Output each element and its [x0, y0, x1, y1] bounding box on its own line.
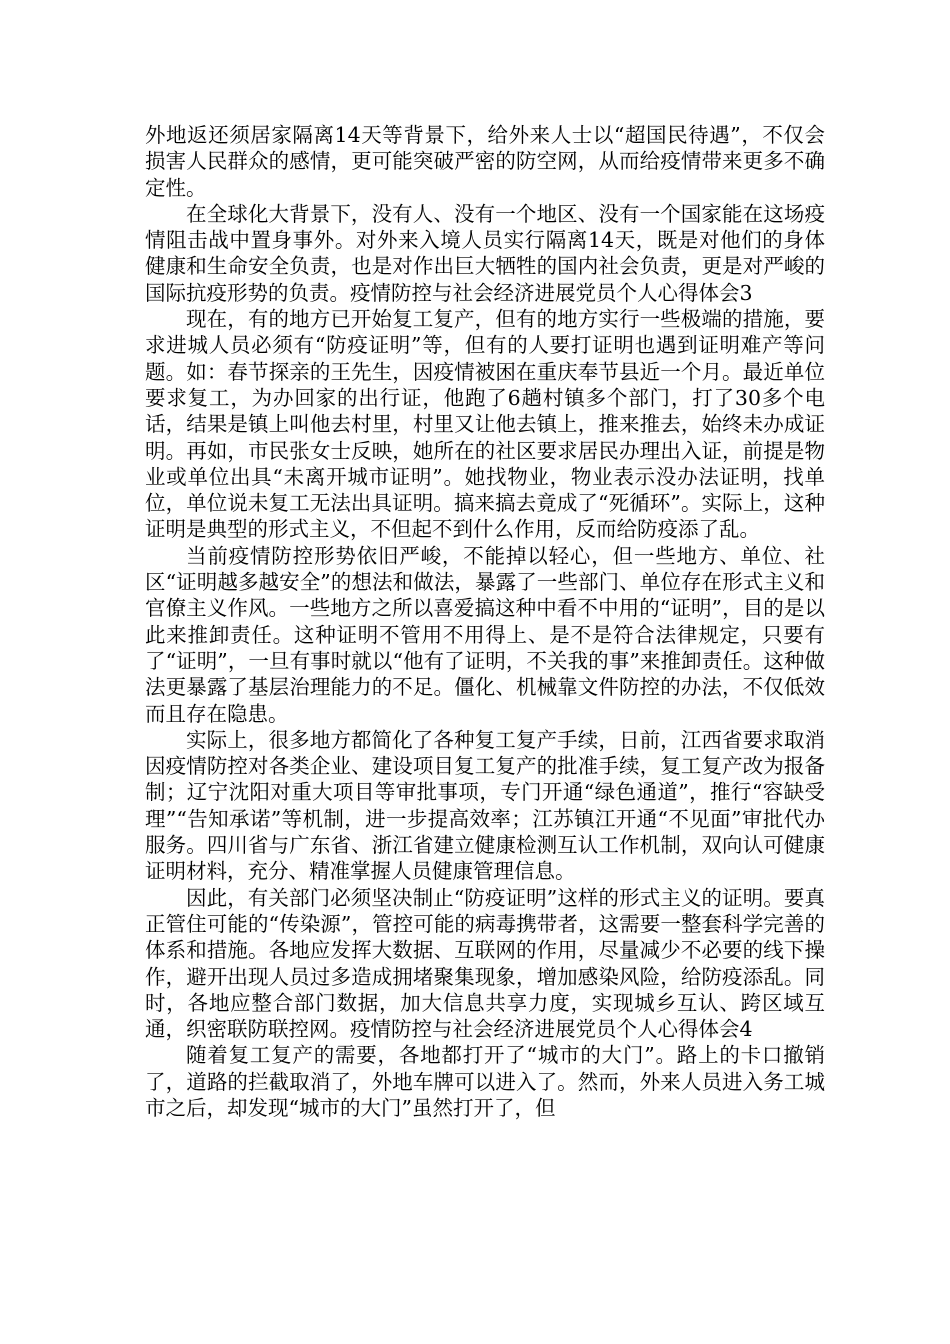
paragraph-3: 现在，有的地方已开始复工复产，但有的地方实行一些极端的措施，要求进城人员必须有“防疫证明”等，但有的人要打证明也遇到证明难产等问题。如：春节探亲的王先生，因疫情被困在重庆奉节县近一个月。最近单位要求复工，为办回家的出行证，他跑了6趟村镇多个部门，打了30多个电话，结果是镇上叫他去村里，村里又让他去镇上，推来推去，始终未办成证明。再如，市民张女士反映，她所在的社区要求居民办理出入证，前提是物业或单位出具“未离开城市证明”。她找物业，物业表示没办法证明，找单位，单位说未复工无法出具证明。搞来搞去竟成了“死循环”。实际上，这种证明是典型的形式主义，不但起不到什么作用，反而给防疫添了乱。 [145, 307, 825, 542]
paragraph-4: 当前疫情防控形势依旧严峻，不能掉以轻心，但一些地方、单位、社区“证明越多越安全”的想法和做法，暴露了一些部门、单位存在形式主义和官僚主义作风。一些地方之所以喜爱搞这种中看不中用的“证明”，目的是以此来推卸责任。这种证明不管用不用得上、是不是符合法律规定，只要有了“证明”，一旦有事时就以“他有了证明，不关我的事”来推卸责任。这种做法更暴露了基层治理能力的不足。僵化、机械靠文件防控的办法，不仅低效而且存在隐患。 [145, 543, 825, 726]
paragraph-5: 实际上，很多地方都简化了各种复工复产手续，日前，江西省要求取消因疫情防控对各类企业、建设项目复工复产的批准手续，复工复产改为报备制；辽宁沈阳对重大项目等审批事项，专门开通“绿色通道”，推行“容缺受理”“告知承诺”等机制，进一步提高效率；江苏镇江开通“不见面”审批代办服务。四川省与广东省、浙江省建立健康检测互认工作机制，双向认可健康证明材料，充分、精准掌握人员健康管理信息。 [145, 727, 825, 884]
paragraph-1: 外地返还须居家隔离14天等背景下，给外来人士以“超国民待遇”，不仅会损害人民群众的感情，更可能突破严密的防空网，从而给疫情带来更多不确定性。 [145, 123, 825, 200]
paragraph-2: 在全球化大背景下，没有人、没有一个地区、没有一个国家能在这场疫情阻击战中置身事外。对外来入境人员实行隔离14天，既是对他们的身体健康和生命安全负责，也是对作出巨大牺牲的国内社会负责，更是对严峻的国际抗疫形势的负责。疫情防控与社会经济进展党员个人心得体会3 [145, 201, 825, 305]
paragraph-7: 随着复工复产的需要，各地都打开了“城市的大门”。路上的卡口撤销了，道路的拦截取消了，外地车牌可以进入了。然而，外来人员进入务工城市之后，却发现“城市的大门”虽然打开了，但 [145, 1043, 825, 1120]
paragraph-6: 因此，有关部门必须坚决制止“防疫证明”这样的形式主义的证明。要真正管住可能的“传染源”，管控可能的病毒携带者，这需要一整套科学完善的体系和措施。各地应发挥大数据、互联网的作用，尽量减少不必要的线下操作，避开出现人员过多造成拥堵聚集现象，增加感染风险，给防疫添乱。同时，各地应整合部门数据，加大信息共享力度，实现城乡互认、跨区域互通，织密联防联控网。疫情防控与社会经济进展党员个人心得体会4 [145, 885, 825, 1042]
document-body [145, 122, 825, 1121]
